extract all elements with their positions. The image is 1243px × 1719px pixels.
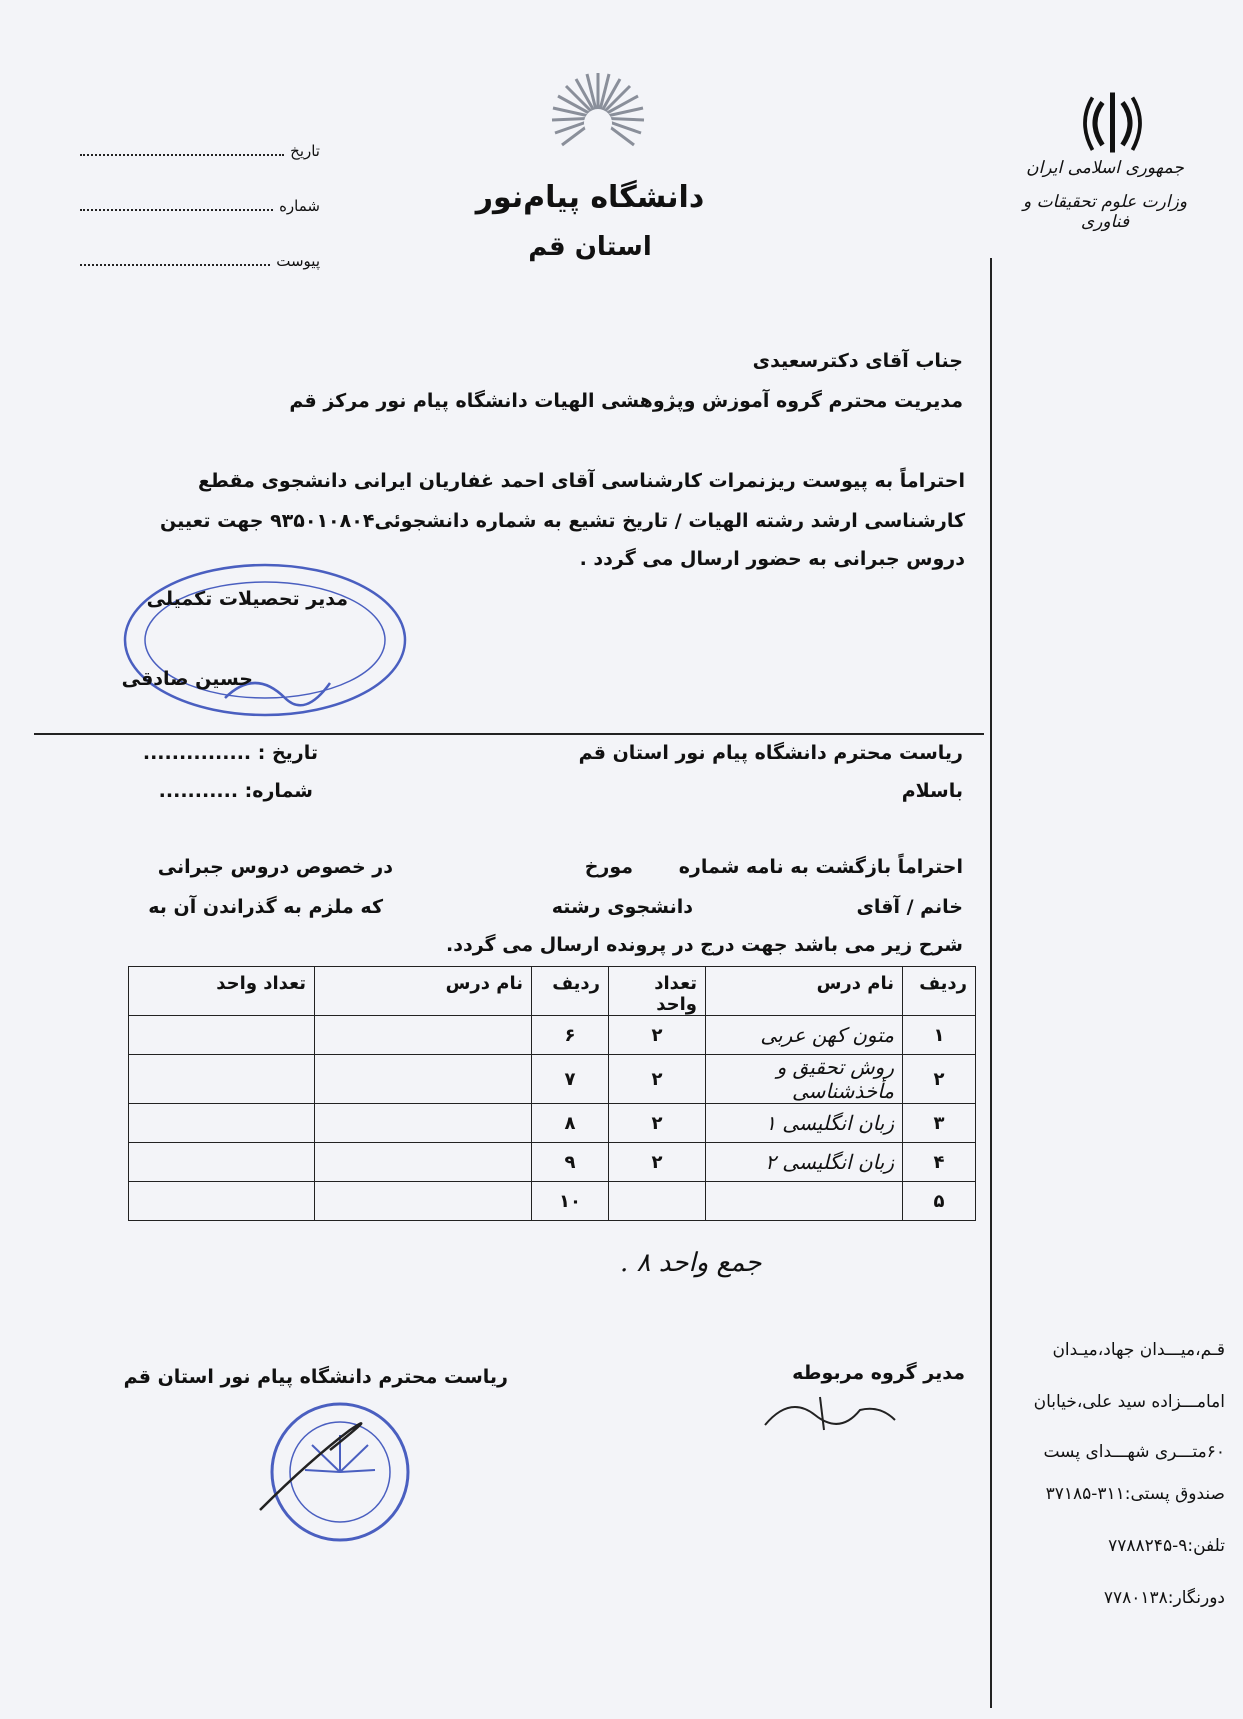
cell-units: ۲: [609, 1055, 706, 1104]
university-name: دانشگاه پیام‌نور: [475, 180, 705, 215]
group-head-title: مدیر گروه مربوطه: [792, 1362, 965, 1384]
address-fax: دورنگار:۷۷۸۰۱۳۸: [1103, 1588, 1225, 1608]
cell-row-num: ۱: [903, 1016, 976, 1055]
cell-course-name: روش تحقیق و مأخذشناسی: [706, 1055, 903, 1104]
cell-units: [609, 1182, 706, 1221]
gov-line-2: وزارت علوم تحقیقات و فناوری: [1022, 192, 1188, 232]
th-name-2: نام درس: [315, 967, 532, 1016]
address-line-2: امامـــزاده سید علی،خیابان: [1033, 1392, 1225, 1412]
table-row: [129, 1182, 976, 1221]
cell-units-2: [129, 1016, 315, 1055]
table-row: [129, 1016, 976, 1055]
cell-units-2: [129, 1143, 315, 1182]
letter2-greeting: باسلام: [901, 780, 963, 802]
letter2-l2a: خانم / آقای: [856, 896, 963, 918]
signature-group-head: [760, 1385, 900, 1435]
th-name-1: نام درس: [706, 967, 903, 1016]
letter2-number: شماره: ...........: [158, 780, 313, 802]
total-units-note: جمع واحد ۸ .: [620, 1248, 762, 1278]
cell-course-name: زبان انگلیسی ۲: [706, 1143, 903, 1182]
cell-row-num: ۳: [903, 1104, 976, 1143]
letter1-addressee: جناب آقای دکترسعیدی: [752, 350, 963, 372]
cell-row-num: ۵: [903, 1182, 976, 1221]
letter1-signer-name: حسین صادقی: [121, 668, 253, 690]
letter2-l3: شرح زیر می باشد جهت درج در پرونده ارسال می گردد.: [446, 934, 963, 956]
cell-units-2: [129, 1055, 315, 1104]
cell-course-name: [706, 1182, 903, 1221]
th-row-1: ردیف: [903, 967, 976, 1016]
cell-units-2: [129, 1182, 315, 1221]
date-label: تاریخ: [290, 142, 320, 160]
cell-row-num-2: ۸: [532, 1104, 609, 1143]
th-units-2: تعداد واحد: [129, 967, 315, 1016]
number-field: [80, 197, 320, 215]
president-title: ریاست محترم دانشگاه پیام نور استان قم: [123, 1366, 508, 1388]
letter2-l2b: دانشجوی رشته: [551, 896, 693, 918]
letter2-l2c: که ملزم به گذراندن آن به: [148, 896, 383, 918]
cell-course-name-2: [315, 1182, 532, 1221]
cell-row-num-2: ۶: [532, 1016, 609, 1055]
university-logo: [548, 68, 648, 168]
number-label: شماره: [279, 197, 320, 215]
cell-course-name: متون کهن عربی: [706, 1016, 903, 1055]
attachment-label: پیوست: [276, 252, 320, 270]
letter1-line1: احتراماً به پیوست ریزنمرات کارشناسی آقای احمد غفاریان ایرانی دانشجوی مقطع: [197, 470, 965, 492]
letter2-addressee: ریاست محترم دانشگاه پیام نور استان قم: [578, 742, 963, 764]
cell-units-2: [129, 1104, 315, 1143]
cell-row-num-2: ۱۰: [532, 1182, 609, 1221]
date-field: [80, 142, 320, 160]
table-row: [129, 1055, 976, 1104]
cell-row-num-2: ۹: [532, 1143, 609, 1182]
letter2-l1a: احتراماً بازگشت به نامه شماره: [678, 856, 963, 878]
table-row: [129, 1104, 976, 1143]
address-line-1: قـم،میـــدان جهاد،میـدان: [1052, 1340, 1225, 1360]
stamp-seal-1: [115, 548, 415, 733]
letter1-signer-title: مدیر تحصیلات تکمیلی: [146, 588, 348, 610]
cell-course-name-2: [315, 1104, 532, 1143]
address-line-3: ۶۰متـــری شهـــدای پست: [1043, 1442, 1225, 1462]
th-row-2: ردیف: [532, 967, 609, 1016]
gov-line-1: جمهوری اسلامی ایران: [1026, 158, 1184, 178]
address-line-4: صندوق پستی:۳۱۱-۳۷۱۸۵: [1045, 1484, 1225, 1504]
cell-course-name-2: [315, 1055, 532, 1104]
letter2-l1b: مورخ: [584, 856, 633, 878]
cell-row-num: ۴: [903, 1143, 976, 1182]
attachment-field: [80, 252, 320, 270]
courses-table: [128, 966, 976, 1221]
cell-course-name-2: [315, 1016, 532, 1055]
stamp-seal-2: [250, 1390, 425, 1550]
cell-course-name: زبان انگلیسی ۱: [706, 1104, 903, 1143]
cell-units: ۲: [609, 1016, 706, 1055]
iran-emblem-icon: [1075, 85, 1150, 160]
table-row: [129, 1143, 976, 1182]
letter1-addressee-title: مدیریت محترم گروه آموزش وپژوهشی الهیات دانشگاه پیام نور مرکز قم: [289, 390, 963, 412]
cell-units: ۲: [609, 1143, 706, 1182]
letter2-date: تاریخ : ...............: [142, 742, 318, 764]
cell-row-num: ۲: [903, 1055, 976, 1104]
letter2-l1c: در خصوص دروس جبرانی: [157, 856, 393, 878]
cell-units: ۲: [609, 1104, 706, 1143]
section-divider: [34, 733, 984, 735]
province-name: استان قم: [528, 232, 652, 262]
cell-row-num-2: ۷: [532, 1055, 609, 1104]
address-phone: تلفن:۹-۷۷۸۸۲۴۵: [1108, 1536, 1225, 1556]
th-units-1: تعداد واحد: [609, 967, 706, 1016]
cell-course-name-2: [315, 1143, 532, 1182]
letter1-line3: دروس جبرانی به حضور ارسال می گردد .: [579, 548, 965, 570]
letter1-line2: کارشناسی ارشد رشته الهیات / تاریخ تشیع به شماره دانشجوئی۹۳۵۰۱۰۸۰۴ جهت تعیین: [160, 510, 965, 532]
table-header-row: [129, 967, 976, 1016]
